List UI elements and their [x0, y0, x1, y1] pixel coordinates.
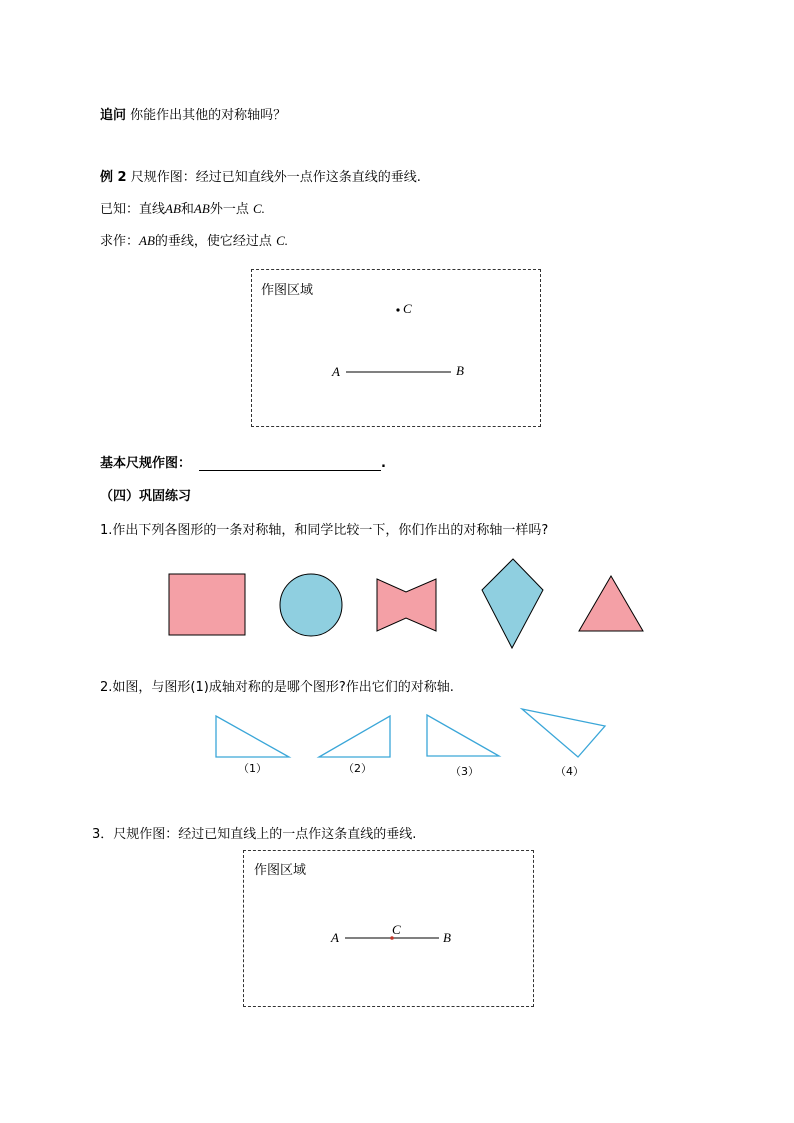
drawing-area-2-title: 作图区域 [254, 863, 307, 878]
example2-text: 尺规作图：经过已知直线外一点作这条直线的垂线. [130, 170, 421, 185]
point-c-label-2: C [392, 922, 401, 937]
fig-label-1: （1） [238, 762, 267, 775]
fig-label-3: （3） [450, 765, 479, 778]
point-b-label-2: B [443, 930, 451, 945]
find-prefix: 求作： [100, 234, 140, 249]
section-title: （四）巩固练习 [100, 489, 192, 504]
right-triangle-3 [427, 715, 499, 756]
point-a-label-2: A [331, 930, 339, 945]
given-c: C. [252, 201, 265, 216]
drawing-area-2[interactable] [243, 850, 534, 1007]
box2-figure [244, 851, 533, 1006]
q3-text: 3．尺规作图：经过已知直线上的一点作这条直线的垂线. [92, 827, 417, 842]
given-prefix: 已知：直线 [100, 202, 166, 217]
right-triangle-4 [522, 709, 605, 757]
drawing-area-1-title: 作图区域 [261, 283, 314, 298]
q1-text: 1.作出下列各图形的一条对称轴，和同学比较一下，你们作出的对称轴一样吗? [100, 523, 549, 538]
followup-text: 你能作出其他的对称轴吗？ [130, 108, 287, 123]
point-b-label: B [456, 363, 464, 378]
given-ab1: AB [165, 201, 181, 216]
followup-label: 追问 [100, 108, 127, 123]
basic-end: . [381, 456, 386, 471]
right-triangle-2 [319, 716, 390, 757]
q2-text: 2.如图，与图形(1)成轴对称的是哪个图形?作出它们的对称轴. [100, 680, 454, 695]
basic-label: 基本尺规作图： [100, 456, 192, 471]
find-c: C. [276, 233, 288, 248]
find-ab: AB [139, 233, 155, 248]
fig-label-2: （2） [343, 762, 372, 775]
given-mid2: 外一点 [209, 202, 249, 217]
right-triangle-1 [216, 716, 289, 757]
given-mid: 和 [180, 202, 194, 217]
find-mid: 的垂线，使它经过点 [154, 234, 272, 249]
given-ab2: AB [193, 201, 210, 216]
fig-label-4: （4） [555, 765, 584, 778]
point-c-label: C [403, 301, 412, 316]
point-a-label: A [332, 364, 340, 379]
example2-label: 例 2 [100, 170, 127, 185]
